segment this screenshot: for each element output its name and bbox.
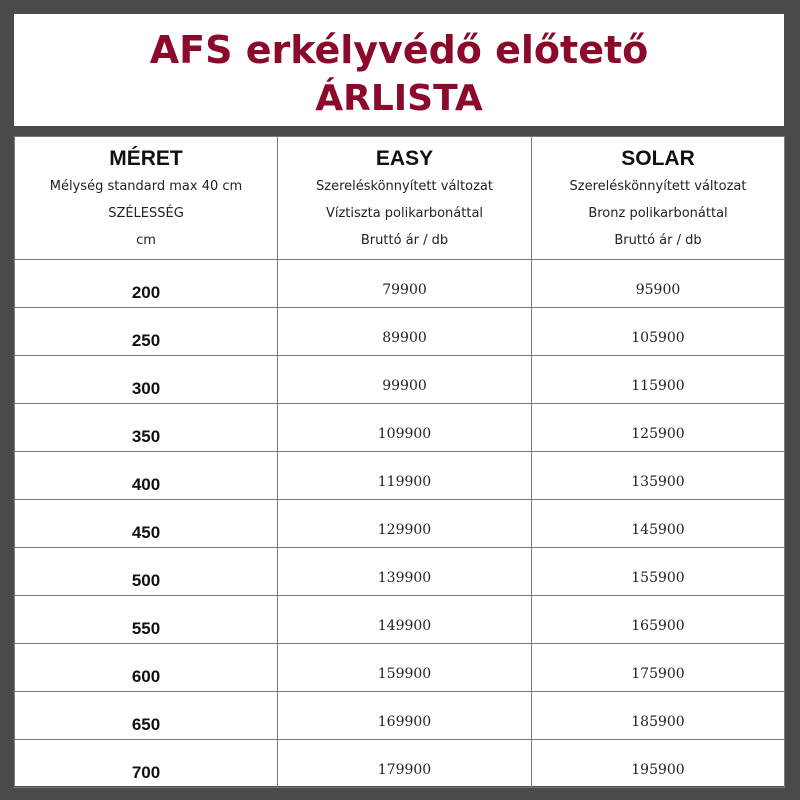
- table-row: [15, 260, 785, 308]
- table-row: [15, 452, 785, 500]
- table-row: [15, 356, 785, 404]
- easy-price-cell: 79900: [278, 260, 532, 308]
- size-cell: 450: [15, 500, 278, 548]
- easy-price-cell: 169900: [278, 692, 532, 740]
- size-cell: 350: [15, 404, 278, 452]
- solar-price-cell: 125900: [532, 404, 785, 452]
- easy-price-cell: 129900: [278, 500, 532, 548]
- easy-price-cell: 109900: [278, 404, 532, 452]
- easy-price-cell: 99900: [278, 356, 532, 404]
- size-cell: 600: [15, 644, 278, 692]
- easy-price-cell: 89900: [278, 308, 532, 356]
- title-block: [14, 14, 784, 126]
- table-row: [15, 548, 785, 596]
- separator-bar: [14, 126, 784, 136]
- table-row: [15, 308, 785, 356]
- size-cell: 400: [15, 452, 278, 500]
- easy-price-cell: 119900: [278, 452, 532, 500]
- table-row: [15, 644, 785, 692]
- column-subtitle: Víztiszta polikarbonáttal: [325, 206, 484, 221]
- column-header-size: [15, 137, 278, 260]
- solar-price-cell: 115900: [532, 356, 785, 404]
- size-cell: 300: [15, 356, 278, 404]
- solar-price-cell: 135900: [532, 452, 785, 500]
- column-heading: SOLAR: [621, 147, 695, 170]
- solar-price-cell: 165900: [532, 596, 785, 644]
- column-subtitle: Szereléskönnyített változat: [569, 179, 747, 194]
- column-header-solar: [532, 137, 785, 260]
- column-subtitle: Szereléskönnyített változat: [316, 179, 493, 194]
- table-header-row: [15, 137, 785, 260]
- table-row: [15, 596, 785, 644]
- column-subtitle: Bruttó ár / db: [614, 233, 702, 248]
- size-cell: 200: [15, 260, 278, 308]
- solar-price-cell: 195900: [532, 740, 785, 788]
- column-subtitle: SZÉLESSÉG: [108, 206, 184, 221]
- table-row: [15, 404, 785, 452]
- solar-price-cell: 105900: [532, 308, 785, 356]
- column-subtitle: Bruttó ár / db: [360, 233, 449, 248]
- table-row: [15, 500, 785, 548]
- price-list-sheet: [14, 14, 784, 786]
- price-list-title: ÁRLISTA: [315, 78, 483, 119]
- easy-price-cell: 159900: [278, 644, 532, 692]
- size-cell: 650: [15, 692, 278, 740]
- solar-price-cell: 95900: [532, 260, 785, 308]
- solar-price-cell: 145900: [532, 500, 785, 548]
- size-cell: 250: [15, 308, 278, 356]
- table-row: [15, 740, 785, 788]
- table-row: [15, 692, 785, 740]
- column-subtitle: cm: [136, 233, 156, 248]
- size-cell: 700: [15, 740, 278, 788]
- solar-price-cell: 175900: [532, 644, 785, 692]
- size-cell: 550: [15, 596, 278, 644]
- column-heading: MÉRET: [109, 147, 183, 170]
- product-title: AFS erkélyvédő előtető: [149, 28, 649, 72]
- column-header-easy: [278, 137, 532, 260]
- easy-price-cell: 179900: [278, 740, 532, 788]
- price-table: [14, 136, 785, 788]
- easy-price-cell: 139900: [278, 548, 532, 596]
- column-subtitle: Mélység standard max 40 cm: [49, 179, 243, 194]
- easy-price-cell: 149900: [278, 596, 532, 644]
- column-subtitle: Bronz polikarbonáttal: [588, 206, 728, 221]
- solar-price-cell: 185900: [532, 692, 785, 740]
- column-heading: EASY: [375, 147, 434, 170]
- size-cell: 500: [15, 548, 278, 596]
- solar-price-cell: 155900: [532, 548, 785, 596]
